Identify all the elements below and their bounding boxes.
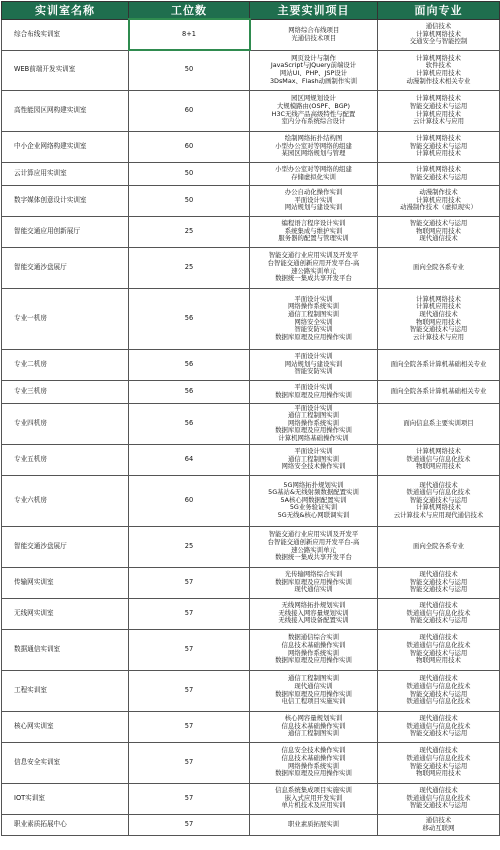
major-line: 现代通信技术 [419,570,458,579]
project-line: 网页设计与制作 [291,53,336,62]
major-line: 计算机应用技术 [416,109,461,118]
projects-cell [250,247,378,288]
project-line: 数据库原理及应用操作实训 [275,769,352,778]
majors-cell [378,380,500,403]
majors-cell [378,90,500,131]
project-line: 小型办公室对等网络的组建 [275,164,352,173]
major-line: 智能交通技术与运用 [409,585,468,594]
project-line: 办公自动化操作实训 [284,188,343,197]
seats-cell: 60 [129,90,250,131]
major-line: 云计算技术与应用 [412,332,465,341]
major-line: 现代通信技术 [419,309,458,318]
room-name-cell: 传输网实训室 [2,567,129,598]
major-line: 面向全院各系专业 [412,541,465,550]
table-row [2,567,500,598]
room-name-cell: WEB前端开发实训室 [2,50,129,90]
project-line: 智能交通行业应用实训及开发平 [268,251,359,260]
project-line: 5G业务验证实训 [289,503,338,512]
room-name-cell: 综合布线实训室 [2,19,129,50]
project-line: 通信工程制图实训 [287,309,340,318]
seats-cell: 57 [129,567,250,598]
project-line: 网络操作系统实训 [287,761,340,770]
seats-cell: 56 [129,403,250,444]
projects-cell [250,814,378,835]
seats-cell: 57 [129,670,250,711]
table-row [2,403,500,444]
table-row [2,247,500,288]
major-line: 智能交通技术与运用 [409,101,468,110]
major-line: 智能交通技术与运用 [409,495,468,504]
major-line: 铁道通信与信息化技术 [406,608,471,617]
major-line: 现代通信技术 [419,714,458,723]
project-line: 5G无线&核心网联调实训 [277,510,350,519]
project-line: 数据通信综合实训 [287,633,340,642]
majors-cell [378,783,500,814]
project-line: 室内分布系统综合设计 [281,117,346,126]
major-line: 现代通信技术 [419,786,458,795]
table-row [2,742,500,783]
majors-cell [378,288,500,349]
project-line: 信息技术基础操作实训 [281,753,346,762]
project-line: 平面设计实训 [294,403,333,412]
table-row [2,19,500,50]
major-line: 计算机网络技术 [416,164,461,173]
major-line: 铁道通信与信息化技术 [406,753,471,762]
projects-cell [250,629,378,670]
seats-cell: 50 [129,50,250,90]
projects-cell [250,216,378,247]
room-name-cell: 专业五机房 [2,444,129,475]
room-name-cell: 智能交通应用创新展厅 [2,216,129,247]
major-line: 计算机网络技术 [416,29,461,38]
seats-cell: 60 [129,475,250,526]
table-row [2,526,500,567]
major-line: 计算机网络技术 [416,447,461,456]
majors-cell [378,349,500,380]
project-line: 网络综合布线项目 [288,25,340,34]
table-body [2,19,500,835]
table-row [2,288,500,349]
major-line: 智能交通技术与运用 [409,616,468,625]
majors-cell [378,185,500,216]
major-line: 交通安全与智能控制 [409,37,468,46]
seats-cell: 60 [129,131,250,162]
major-line: 物联网应用技术 [416,226,461,235]
majors-cell [378,216,500,247]
majors-cell [378,742,500,783]
room-name-cell: 数据通信实训室 [2,629,129,670]
room-name-cell: 专业六机房 [2,475,129,526]
table-row [2,475,500,526]
seats-cell: 57 [129,783,250,814]
room-name-cell: 中小企业网络构建实训室 [2,131,129,162]
projects-cell [250,670,378,711]
majors-cell [378,403,500,444]
major-line: 智能交通技术与运用 [409,172,468,181]
major-line: 智能交通技术与运用 [409,761,468,770]
project-line: 现代通信实训 [294,681,333,690]
major-line: 通信技术 [425,22,452,31]
major-line: 智能交通技术与运用 [409,689,468,698]
project-line: 职业素质拓展实训 [287,819,340,828]
majors-cell [378,670,500,711]
room-name-cell: 无线网实训室 [2,598,129,629]
major-line: 铁道通信与信息化技术 [406,454,471,463]
room-name-cell: IOT实训室 [2,783,129,814]
major-line: 智能交通技术与运用 [409,648,468,657]
room-name-cell: 云计算应用实训室 [2,162,129,185]
table-row [2,185,500,216]
room-name-cell: 数字媒体创意设计实训室 [2,185,129,216]
major-line: 铁道通信与信息化技术 [406,681,471,690]
project-line: 平面设计实训 [294,352,333,361]
major-line: 铁道通信与信息化技术 [406,488,471,497]
major-line: 计算机网络技术 [416,503,461,512]
table-row [2,444,500,475]
major-line: 智能交通技术与运用 [409,729,468,738]
project-line: 通信工程制图实训 [287,729,340,738]
majors-cell [378,475,500,526]
project-line: 网站规划与建设实训 [284,203,343,212]
major-line: 现代通信技术 [419,633,458,642]
table-row [2,711,500,742]
major-line: 现代通信技术 [419,480,458,489]
major-line: 现代通信技术 [419,234,458,243]
project-line: 平面设计实训 [294,195,333,204]
room-name-cell: 信息安全实训室 [2,742,129,783]
table-row [2,814,500,835]
seats-cell: 56 [129,380,250,403]
major-line: 计算机网络技术 [416,53,461,62]
table-row [2,50,500,90]
projects-cell [250,444,378,475]
major-line: 移动互联网 [422,823,455,832]
project-line: 单片机技术及应用实训 [281,801,346,810]
seats-cell: 56 [129,349,250,380]
major-line: 计算机应用技术 [416,302,461,311]
major-line: 动漫制作技术（虚拟现实） [400,203,477,212]
major-line: 计算机网络技术 [416,294,461,303]
project-line: 核心网容量规划实训 [284,714,343,723]
major-line: 面向全院各系计算机基础相关专业 [390,359,487,368]
seats-cell: 57 [129,629,250,670]
room-name-cell: 智能交通沙盘展厅 [2,247,129,288]
project-line: 某园区网络规划与管理 [281,149,346,158]
projects-cell [250,783,378,814]
projects-cell [250,403,378,444]
majors-cell [378,444,500,475]
project-line: 数据库原理及应用操作实训 [275,577,352,586]
project-line: 存储虚拟化实训 [291,172,336,181]
project-line: 5G网络拓扑规划实训 [283,480,344,489]
major-line: 面向全院各系计算机基础相关专业 [390,386,487,395]
project-line: 嵌入式应用开发实训 [284,793,343,802]
major-line: 面向信息系主要实训项目 [403,418,474,427]
major-line: 智能交通技术与运用 [409,141,468,150]
project-line: 信息安全技术操作实训 [281,746,346,755]
project-line: 5A核心网数据配置实训 [280,495,347,504]
major-line: 铁道通信与信息化技术 [406,721,471,730]
project-line: 数据统一集成共享开发平台 [275,553,352,562]
project-line: 网络操作系统实训 [287,418,340,427]
major-line: 计算机应用技术 [416,195,461,204]
project-line: 编程语言程序设计实训 [281,219,346,228]
project-line: 平面设计实训 [294,447,333,456]
project-line: 绘制网络拓扑结构图 [284,134,343,143]
projects-cell [250,567,378,598]
table-row [2,783,500,814]
project-line: 无线网络拓扑规划实训 [281,601,346,610]
major-line: 软件技术 [425,61,452,70]
seats-cell: 56 [129,288,250,349]
major-line: 计算机应用技术 [416,69,461,77]
project-line: 计算机网络基础操作实训 [278,433,349,442]
seats-cell: 57 [129,742,250,783]
major-line: 现代通信技术 [419,674,458,683]
project-line: 网站规划与建设实训 [284,359,343,368]
majors-cell [378,131,500,162]
projects-cell [250,742,378,783]
room-name-cell: 专业二机房 [2,349,129,380]
majors-cell [378,567,500,598]
room-name-cell: 工程实训室 [2,670,129,711]
major-line: 计算机网络技术 [416,94,461,103]
project-line: 网络操作系统实训 [287,302,340,311]
major-line: 云计算技术与应用 [412,117,465,126]
header-projects: 主要实训项目 [250,2,378,20]
table-row [2,380,500,403]
project-line: JavaScript与JQuery前端设计 [270,61,357,70]
project-line: 数据统一集成共享开发平台 [275,274,352,283]
project-line: 现代通信实训 [294,585,333,594]
table-row [2,131,500,162]
projects-cell [250,19,378,50]
majors-cell [378,526,500,567]
major-line: 智能交通技术与运用 [409,219,468,228]
majors-cell [378,711,500,742]
seats-cell: 64 [129,444,250,475]
major-line: 云计算技术与应用现代通信技术 [393,510,484,519]
project-line: 数据库原理及应用操作实训 [275,689,352,698]
project-line: 网络操作系统实训 [287,648,340,657]
major-line: 物联网应用技术 [416,317,461,326]
projects-cell [250,90,378,131]
room-name-cell: 高性能园区网构建实训室 [2,90,129,131]
seats-cell: 25 [129,216,250,247]
seats-cell: 50 [129,185,250,216]
projects-cell [250,50,378,90]
room-name-cell: 专业一机房 [2,288,129,349]
table-row [2,670,500,711]
header-majors: 面向专业 [378,2,500,20]
room-name-cell: 专业四机房 [2,403,129,444]
projects-cell [250,711,378,742]
major-line: 计算机网络技术 [416,134,461,143]
project-line: H3C无线产品高级特性与配置 [271,109,356,118]
project-line: 系统集成与维护实训 [284,226,343,235]
projects-cell [250,598,378,629]
projects-cell [250,526,378,567]
projects-cell [250,349,378,380]
project-line: 服务器的配置与管理实训 [278,234,349,243]
project-line: 信息系统集成项目实施实训 [275,786,352,795]
projects-cell [250,131,378,162]
majors-cell [378,598,500,629]
project-line: 台智能交通创新应用开发平台-高 [267,537,360,546]
project-line: 数据库原理及应用操作实训 [275,426,352,435]
major-line: 物联网应用技术 [416,656,461,665]
project-line: 网络安全实训 [294,317,333,326]
project-line: 通信工程制图实训 [287,454,340,463]
project-line: 无线接入网设备配置实训 [278,616,349,625]
major-line: 智能交通技术与运用 [409,577,468,586]
major-line: 计算机应用技术 [416,149,461,158]
project-line: 数据库原理及应用操作实训 [275,332,352,341]
major-line: 动漫制作技术相关专业 [406,76,471,85]
room-name-cell: 智能交通沙盘展厅 [2,526,129,567]
project-line: 智能交通行业应用实训及开发平 [268,530,359,539]
project-line: 速公路实训单元 [291,545,336,554]
major-line: 铁道通信与信息化技术 [406,793,471,802]
table-row [2,598,500,629]
major-line: 铁道通信与信息化技术 [406,640,471,649]
project-line: 5G基站&无线射频数据配置实训 [268,488,359,497]
header-seats: 工位数 [129,2,250,20]
majors-cell [378,629,500,670]
seats-cell[interactable]: 8+1 [129,19,250,50]
project-line: 3DsMax、Flash动画制作实训 [269,76,357,85]
projects-cell [250,475,378,526]
project-line: 信息技术基础操作实训 [281,640,346,649]
major-line: 面向全院各系专业 [412,262,465,271]
project-line: 平面设计实训 [294,294,333,303]
table-row [2,90,500,131]
major-line: 智能交通技术与运用 [409,801,468,810]
table-header-row [2,2,500,20]
training-room-table [1,1,500,836]
projects-cell [250,185,378,216]
seats-cell: 25 [129,247,250,288]
major-line: 现代通信技术 [419,746,458,755]
table-row [2,629,500,670]
room-name-cell: 核心网实训室 [2,711,129,742]
majors-cell [378,162,500,185]
seats-cell: 57 [129,598,250,629]
major-line: 智能交通技术与运用 [409,325,468,334]
project-line: 园区网规划设计 [291,94,336,103]
major-line: 通信技术 [425,815,452,824]
projects-cell [250,288,378,349]
project-line: 无线接入网容量规划实训 [278,608,349,617]
project-line: 智能安防实训 [294,367,333,376]
project-line: 通信工程制图实训 [287,674,340,683]
table-row [2,162,500,185]
project-line: 光传输网络综合实训 [284,570,343,579]
project-line: 通信工程制图实训 [287,411,340,420]
projects-cell [250,162,378,185]
project-line: 数据库原理及应用操作实训 [275,656,352,665]
major-line: 铁道通信与信息化技术 [406,697,471,706]
project-line: 网站UI、PHP、JSP设计 [279,69,348,77]
majors-cell [378,19,500,50]
project-line: 智能安防实训 [294,325,333,334]
table-row [2,349,500,380]
projects-cell [250,380,378,403]
majors-cell [378,247,500,288]
major-line: 现代通信技术 [419,601,458,610]
project-line: 速公路实训单元 [291,266,336,275]
project-line: 信息技术基础操作实训 [281,721,346,730]
room-name-cell: 职业素质拓展中心 [2,814,129,835]
room-name-cell: 专业三机房 [2,380,129,403]
seats-cell: 50 [129,162,250,185]
header-room-name: 实训室名称 [2,2,129,20]
project-line: 数据库原理及应用操作实训 [275,390,352,399]
project-line: 电信工程项目实施实训 [281,697,346,706]
majors-cell [378,50,500,90]
project-line: 网络安全技术操作实训 [281,462,346,471]
major-line: 物联网应用技术 [416,769,461,778]
majors-cell [378,814,500,835]
major-line: 动漫制作技术 [419,188,458,197]
project-line: 光通信技术项目 [291,33,337,42]
table-row [2,216,500,247]
project-line: 台智能交通创新应用开发平台-高 [267,258,360,267]
project-line: 小型办公室对等网络的组建 [275,141,352,150]
project-line: 大规模路由(OSPF、BGP) [276,101,351,110]
project-line: 平面设计实训 [294,382,333,391]
seats-cell: 57 [129,711,250,742]
seats-cell: 25 [129,526,250,567]
major-line: 物联网应用技术 [416,462,461,471]
seats-cell: 57 [129,814,250,835]
